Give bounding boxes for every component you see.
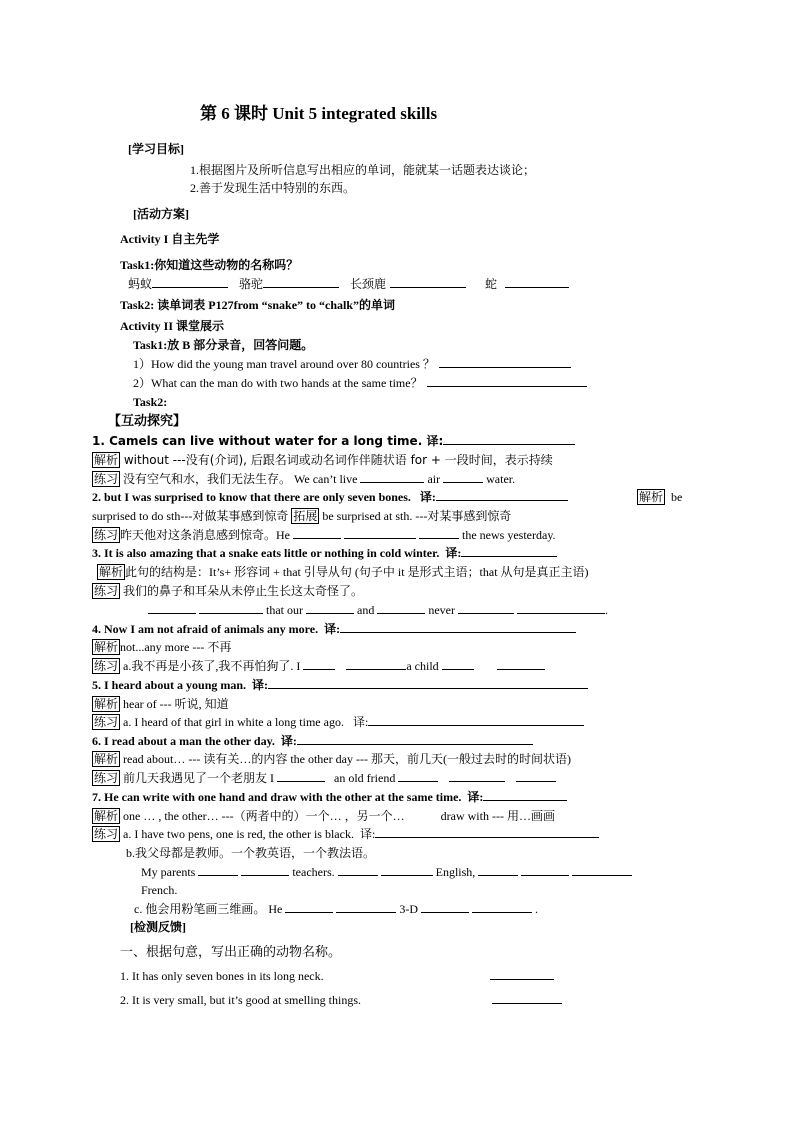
practice-text: c. 他会用粉笔画三维画。 He: [134, 902, 283, 916]
practice-box: 练习: [94, 584, 119, 598]
sentence-1: [92, 433, 575, 449]
blank[interactable]: [398, 770, 438, 782]
practice-box: 练习: [94, 771, 119, 785]
sentence-5: [92, 677, 588, 693]
animal-camel: 骆驼: [239, 277, 264, 291]
blank[interactable]: [346, 658, 406, 670]
interactive-heading: 【互动探究】: [108, 413, 187, 428]
sentence-6-practice: [92, 770, 556, 786]
blank[interactable]: [277, 770, 325, 782]
analysis-text: not...any more --- 不再: [120, 640, 232, 654]
blank[interactable]: [336, 901, 396, 913]
practice-text: a. I have two pens, one is red, the other is black.: [123, 827, 354, 841]
analysis-text: one … , the other… ---（两者中的）一个… ，另一个…: [123, 809, 405, 823]
sentence-5-text: 5. I heard about a young man.: [92, 678, 247, 692]
blank[interactable]: [449, 770, 505, 782]
blank[interactable]: [497, 658, 545, 670]
translate-label: 译:: [252, 678, 269, 692]
blank[interactable]: [381, 864, 433, 876]
task2-line: [120, 297, 395, 313]
feedback-question-1-blank: [490, 968, 554, 984]
sentence-1-practice: [92, 471, 515, 487]
practice-text: 前几天我遇见了一个老朋友 I: [123, 771, 275, 785]
blank[interactable]: [303, 658, 335, 670]
answer-blank[interactable]: [490, 968, 554, 980]
practice-box: 练习: [94, 659, 119, 673]
goal-item-2: 2.善于发现生活中特别的东西。: [190, 181, 356, 195]
activity-1: Activity I 自主先学: [120, 232, 220, 246]
blank[interactable]: [472, 901, 532, 913]
analysis-box: 解析: [99, 565, 124, 579]
sentence-2-analysis-tag: [637, 489, 682, 505]
translate-blank[interactable]: [268, 677, 588, 689]
blank[interactable]: [263, 276, 339, 288]
practice-text: the news yesterday.: [462, 528, 556, 542]
translate-label: 译:: [280, 734, 297, 748]
practice-text: water.: [486, 472, 516, 486]
blank[interactable]: [377, 602, 425, 614]
feedback-heading: [检测反馈]: [130, 920, 186, 934]
sentence-1-text: 1. Camels can live without water for a long time.: [92, 434, 423, 448]
feedback-question-2: 2. It is very small, but it’s good at smelling things.: [120, 993, 361, 1007]
blank[interactable]: [419, 527, 459, 539]
blank[interactable]: [516, 770, 556, 782]
practice-text: 没有空气和水，我们无法生存。 We can’t live: [123, 472, 358, 486]
sentence-7-practice-a: [92, 826, 599, 842]
practice-text: that our: [266, 603, 303, 617]
question-1: [133, 356, 571, 372]
sentence-3-practice-blanks: that our and never .: [148, 602, 608, 618]
sentence-1-analysis: [92, 452, 553, 468]
feedback-question-2-blank: [492, 992, 562, 1008]
sentence-7-practice-c: c. 他会用粉笔画三维画。 He 3-D .: [134, 902, 538, 916]
blank[interactable]: [293, 527, 341, 539]
sentence-7-text: 7. He can write with one hand and draw with the other at the same time.: [92, 790, 462, 804]
answer-blank[interactable]: [492, 992, 562, 1004]
translate-blank[interactable]: [297, 733, 533, 745]
task2b-heading: Task2:: [133, 395, 168, 409]
analysis-text: surprised to do sth---对做某事感到惊奇: [92, 509, 289, 523]
blank[interactable]: [148, 602, 196, 614]
blank[interactable]: [478, 864, 518, 876]
practice-text: 我们的鼻子和耳朵从未停止生长这太奇怪了。: [123, 584, 364, 598]
practice-text: a child: [406, 659, 439, 673]
translate-blank[interactable]: [375, 826, 599, 838]
practice-text: a. I heard of that girl in white a long time ago.: [123, 715, 344, 729]
translate-label: 译:: [445, 546, 462, 560]
translate-blank[interactable]: [443, 433, 575, 445]
practice-text: never: [428, 603, 455, 617]
sentence-7: [92, 789, 567, 805]
practice-text: an old friend: [334, 771, 396, 785]
sentence-4: [92, 621, 576, 637]
translate-blank[interactable]: [461, 545, 557, 557]
sentence-3-analysis: [97, 564, 589, 580]
practice-text: teachers.: [292, 865, 335, 879]
plan-heading: [活动方案]: [133, 207, 189, 221]
translate-label: 译:: [324, 622, 341, 636]
sentence-4-text: 4. Now I am not afraid of animals any more.: [92, 622, 319, 636]
activity-2: Activity II 课堂展示: [120, 319, 224, 333]
translate-label: 译:: [426, 434, 444, 448]
analysis-text: draw with --- 用…画画: [440, 809, 555, 823]
task2-text: Task2: 读单词表 P127from “snake” to “chalk”的单词: [120, 298, 396, 312]
practice-text: 3-D: [399, 902, 418, 916]
practice-text: My parents: [141, 865, 196, 879]
analysis-box: 解析: [94, 809, 119, 823]
analysis-text: 此句的结构是：It’s+ 形容词 + that 引导从句 (句子中 it 是形式主语；that 从句是真正主语): [125, 565, 589, 579]
feedback-question-1: 1. It has only seven bones in its long neck.: [120, 969, 324, 983]
animal-row: [128, 276, 569, 292]
practice-box: 练习: [94, 827, 119, 841]
blank[interactable]: [442, 658, 474, 670]
sentence-7-practice-b-blanks: [141, 864, 632, 880]
sentence-3-text: 3. It is also amazing that a snake eats little or nothing in cold winter.: [92, 546, 440, 560]
blank[interactable]: [344, 527, 416, 539]
translate-blank[interactable]: [368, 714, 584, 726]
blank[interactable]: [199, 602, 263, 614]
translate-blank[interactable]: [483, 789, 567, 801]
sentence-5-analysis: [92, 696, 229, 712]
question-2-text: 2）What can the man do with two hands at the same time？: [133, 376, 423, 390]
blank[interactable]: [505, 276, 569, 288]
blank[interactable]: [458, 602, 514, 614]
goal-item-1: 1.根据图片及所听信息写出相应的单词，能就某一话题表达谈论；: [190, 163, 536, 177]
translate-blank[interactable]: [436, 489, 568, 501]
blank[interactable]: [198, 864, 238, 876]
blank[interactable]: [390, 276, 466, 288]
blank[interactable]: [443, 471, 483, 483]
blank[interactable]: [306, 602, 354, 614]
analysis-box: 解析: [94, 697, 119, 711]
translate-label: 译:: [359, 827, 376, 841]
task1b-heading: Task1:放 B 部分录音，回答问题。: [133, 338, 314, 352]
analysis-box: 解析: [94, 752, 119, 766]
sentence-2-text: 2. but I was surprised to know that there are only seven bones.: [92, 490, 411, 504]
extension-box: 拓展: [293, 509, 318, 523]
sentence-5-practice: [92, 714, 584, 730]
blank[interactable]: [338, 864, 378, 876]
sentence-3: [92, 545, 557, 561]
translate-label: 译:: [352, 715, 369, 729]
practice-text: and: [357, 603, 375, 617]
analysis-box: 解析: [94, 453, 119, 467]
analysis-box: 解析: [639, 490, 664, 504]
analysis-text: read about… --- 读有关…的内容 the other day --- 那天，前几天(一般过去时的时间状语): [123, 752, 571, 766]
sentence-4-analysis: [92, 639, 231, 655]
analysis-text: be: [671, 490, 683, 504]
sentence-6-text: 6. I read about a man the other day.: [92, 734, 275, 748]
blank[interactable]: [152, 276, 228, 288]
sentence-6: [92, 733, 533, 749]
sentence-7-practice-b: b.我父母都是教师。一个教英语，一个教法语。: [126, 846, 376, 860]
blank[interactable]: [241, 864, 289, 876]
practice-text: 昨天他对这条消息感到惊奇。He: [120, 528, 291, 542]
blank[interactable]: [360, 471, 424, 483]
animal-giraffe: 长颈鹿: [350, 277, 387, 291]
blank[interactable]: [521, 864, 569, 876]
sentence-7-practice-b-end: French.: [141, 883, 178, 897]
practice-text: air: [427, 472, 441, 486]
analysis-text: without ---没有(介词), 后跟名词或动名词作伴随状语 for + 一段时间，表示持续: [123, 453, 553, 467]
blank[interactable]: [572, 864, 632, 876]
practice-box: 练习: [94, 472, 119, 486]
extension-text: be surprised at sth. ---对某事感到惊奇: [322, 509, 512, 523]
sentence-2: [92, 489, 568, 505]
translate-label: 译:: [467, 790, 484, 804]
practice-text: English,: [435, 865, 476, 879]
goals-heading: [学习目标]: [128, 142, 184, 156]
blank[interactable]: [285, 901, 333, 913]
blank[interactable]: [421, 901, 469, 913]
analysis-box: 解析: [94, 640, 119, 654]
answer-blank[interactable]: [427, 375, 587, 387]
question-1-text: 1）How did the young man travel around over 80 countries ？: [133, 357, 435, 371]
translate-label: 译:: [419, 490, 436, 504]
answer-blank[interactable]: [439, 356, 571, 368]
page-title: 第 6 课时 Unit 5 integrated skills: [200, 104, 438, 123]
sentence-7-analysis: [92, 808, 555, 824]
task1-heading: Task1:你知道这些动物的名称吗？: [120, 258, 299, 272]
sentence-3-practice: [92, 583, 363, 599]
sentence-4-practice: [92, 658, 545, 674]
practice-box: 练习: [94, 715, 119, 729]
sentence-6-analysis: [92, 751, 571, 767]
feedback-part-1: 一、根据句意，写出正确的动物名称。: [120, 944, 342, 959]
sentence-2-practice: [92, 527, 556, 543]
practice-text: a.我不再是小孩了,我不再怕狗了. I: [123, 659, 301, 673]
analysis-text: hear of --- 听说, 知道: [123, 697, 229, 711]
animal-ant: 蚂蚁: [128, 277, 153, 291]
sentence-2-analysis: [92, 508, 511, 524]
question-2: [133, 375, 587, 391]
animal-snake: 蛇: [485, 277, 498, 291]
practice-box: 练习: [94, 528, 119, 542]
blank[interactable]: [517, 602, 605, 614]
translate-blank[interactable]: [340, 621, 576, 633]
